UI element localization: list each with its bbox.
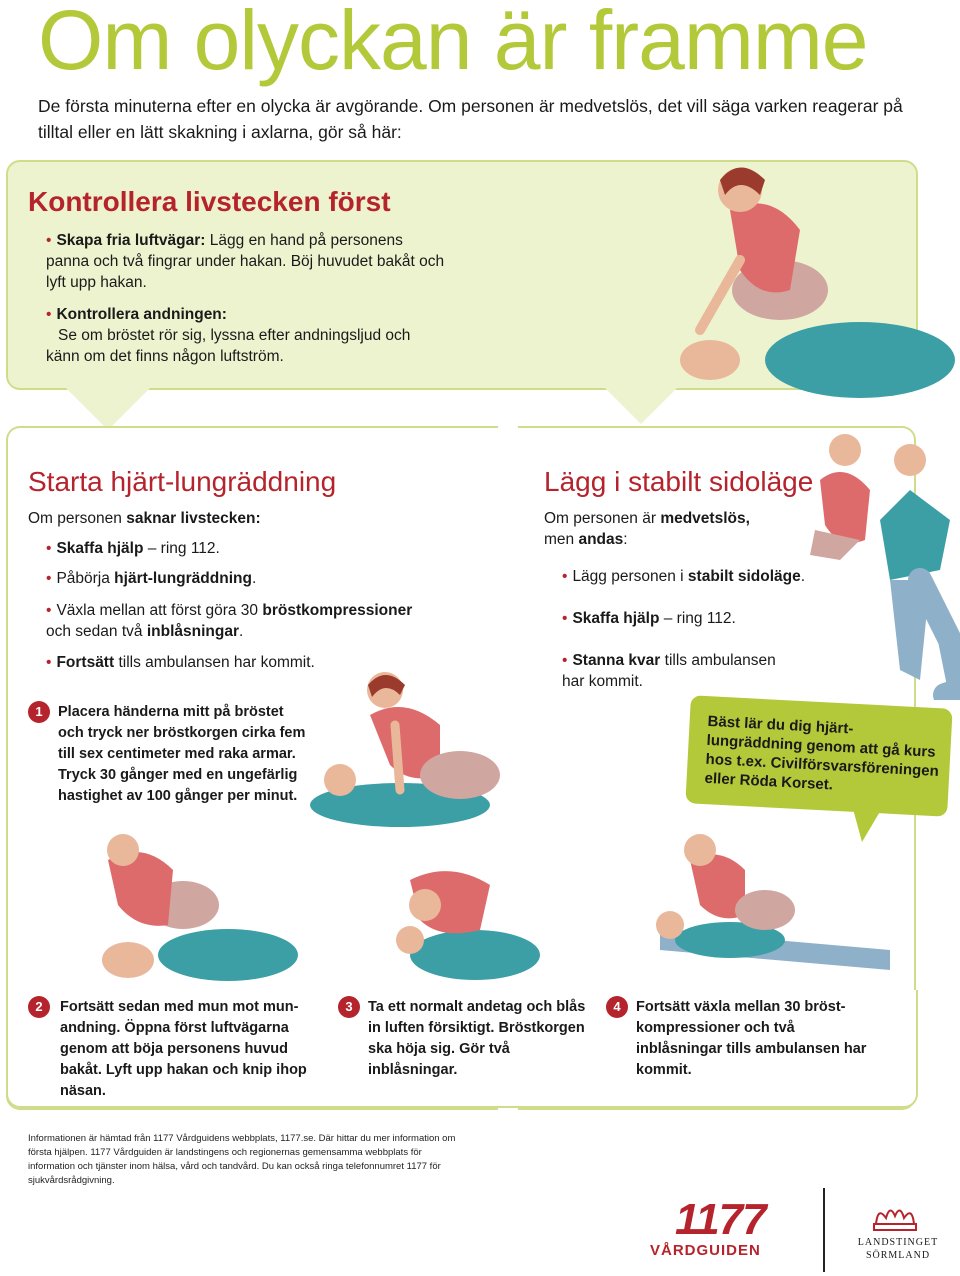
- logo-1177-number: 1177: [675, 1195, 766, 1244]
- cpr-bullet-alternate-bold1: bröstkompressioner: [262, 602, 413, 619]
- recovery-bullet-position: [562, 566, 805, 587]
- logo-county-line2: SÖRMLAND: [865, 1250, 931, 1261]
- cpr-bullet-call-bold: Skaffa hjälp: [56, 540, 144, 557]
- cpr-bullet-start: [46, 568, 256, 589]
- cpr-bullet-alternate-bold2: inblåsningar: [146, 623, 239, 640]
- check-item-breathing: [46, 304, 446, 367]
- check-heading: Kontrollera livstecken först: [28, 186, 391, 217]
- recovery-bullet-call: [562, 608, 736, 629]
- recovery-bullet-position-text: Lägg personen i: [572, 568, 688, 585]
- recovery-bullet-position-end: .: [800, 568, 806, 585]
- recovery-lead-bold: medvetslös,: [660, 510, 750, 527]
- cpr-bullet-alternate: [46, 600, 426, 642]
- recovery-lead: [544, 508, 804, 550]
- recovery-bullet-stay: [562, 650, 802, 692]
- bullet-icon: •: [46, 540, 52, 557]
- check-item-airway-text: Lägg en hand på personens panna och två fingrar under hakan. Böj huvudet bakåt och lyft upp hakan.: [46, 232, 445, 291]
- bullet-icon: •: [562, 652, 568, 669]
- mouth-to-mouth-illustration: [88, 830, 298, 985]
- logo-divider: [823, 1188, 825, 1272]
- recovery-bullet-stay-text: tills ambulansen har kommit.: [562, 652, 776, 690]
- cpr-bullet-alternate-text: Växla mellan att först göra 30: [56, 602, 263, 619]
- compression-illustration: [310, 665, 520, 835]
- cpr-lead-bold: saknar livstecken:: [126, 510, 261, 527]
- cpr-bullet-continue: [46, 652, 315, 673]
- recovery-bullet-stay-bold: Stanna kvar: [572, 652, 661, 669]
- cpr-bullet-continue-bold: Fortsätt: [56, 654, 115, 671]
- page-title: Om olyckan är framme: [38, 0, 868, 87]
- recovery-bullet-call-bold: Skaffa hjälp: [572, 610, 660, 627]
- course-tip-text: Bäst lär du dig hjärt-lungräddning genom att gå kurs hos t.ex. Civilförsvarsföreningen eller Röda Korset.: [704, 712, 940, 794]
- cpr-heading: Starta hjärt-lungräddning: [28, 466, 337, 497]
- check-item-breathing-title: Kontrollera andningen:: [56, 306, 227, 323]
- arrow-down-left-icon: [62, 384, 154, 430]
- recovery-lead-text2: men: [544, 531, 579, 548]
- step-number-3: 3: [338, 996, 360, 1018]
- bullet-icon: •: [46, 570, 52, 587]
- bullet-icon: •: [562, 568, 568, 585]
- check-item-airway: [46, 230, 446, 293]
- cpr-bullet-alternate-end: .: [238, 623, 244, 640]
- bullet-icon: •: [46, 306, 52, 323]
- check-item-breathing-text: Se om bröstet rör sig, lyssna efter andningsljud och känn om det finns någon luftström.: [46, 327, 411, 365]
- bullet-icon: •: [46, 654, 52, 671]
- bullet-icon: •: [46, 602, 52, 619]
- recovery-bullet-position-bold: stabilt sidoläge: [687, 568, 801, 585]
- step-number-4: 4: [606, 996, 628, 1018]
- recovery-lead-bold2: andas: [578, 531, 624, 548]
- check-item-airway-title: Skapa fria luftvägar:: [56, 232, 206, 249]
- airway-check-illustration: [670, 150, 960, 400]
- bullet-icon: •: [46, 232, 52, 249]
- cpr-bullet-continue-text: tills ambulansen har kommit.: [114, 654, 315, 671]
- step-text-4: Fortsätt växla mellan 30 bröst-kompressioner och två inblåsningar tills ambulansen har kommit.: [636, 999, 867, 1078]
- cpr-lead: [28, 508, 261, 529]
- cpr-bullet-alternate-mid: och sedan två: [46, 623, 147, 640]
- step-text-2: Fortsätt sedan med mun mot mun-andning. Öppna först luftvägarna genom att böja personens huvud bakåt. Lyft upp hakan och knip ihop näsan.: [60, 999, 307, 1099]
- bullet-icon: •: [562, 610, 568, 627]
- cpr-bullet-call: [46, 538, 220, 559]
- step-number-2: 2: [28, 996, 50, 1018]
- logo-county-line1: LANDSTINGET: [857, 1237, 939, 1248]
- intro-text: De första minuterna efter en olycka är avgörande. Om personen är medvetslös, det vill säga varken reagerar på tilltal eller en lätt skakning i axlarna, gör så här:: [38, 96, 903, 142]
- rescue-breath-illustration: [380, 850, 540, 985]
- logo-vardguiden: VÅRDGUIDEN: [650, 1242, 761, 1259]
- step-text-3: Ta ett normalt andetag och blås in luften försiktigt. Bröstkorgen ska höja sig. Gör två inblåsningar.: [368, 999, 586, 1078]
- cpr-lead-text: Om personen: [28, 510, 127, 527]
- recovery-position-illustration: [800, 430, 960, 700]
- footer-note: Informationen är hämtad från 1177 Vårdguidens webbplats, 1177.se. Där hittar du mer information om första hjälpen. 1177 Vårdguiden är landstingens och regionernas gemensamma webbplats för information och tjänster inom hälsa, vård och tandvård. Du kan också ringa telefonnumret 1177 för sjukvårdsrådgivning.: [28, 1133, 456, 1186]
- step-text-1: Placera händerna mitt på bröstet och tryck ner bröstkorgen cirka fem till sex centimeter med raka armar. Tryck 30 gånger med en ungefärlig hastighet av 100 gånger per minut.: [58, 704, 306, 804]
- arrow-down-right-icon: [601, 384, 681, 424]
- recovery-lead-end: :: [623, 531, 628, 548]
- cpr-bullet-start-text: Påbörja: [56, 570, 115, 587]
- recovery-bullet-call-text: – ring 112.: [659, 610, 736, 627]
- recovery-lead-text: Om personen är: [544, 510, 661, 527]
- continue-cpr-illustration: [650, 830, 910, 985]
- recovery-heading: Lägg i stabilt sidoläge: [544, 466, 814, 497]
- landstinget-crown-icon: [870, 1200, 920, 1234]
- landstinget-sormland-logo: [848, 1236, 948, 1262]
- cpr-bullet-start-bold: hjärt-lungräddning: [114, 570, 252, 587]
- cpr-bullet-call-text: – ring 112.: [143, 540, 220, 557]
- step-number-1: 1: [28, 701, 50, 723]
- cpr-bullet-start-end: .: [251, 570, 257, 587]
